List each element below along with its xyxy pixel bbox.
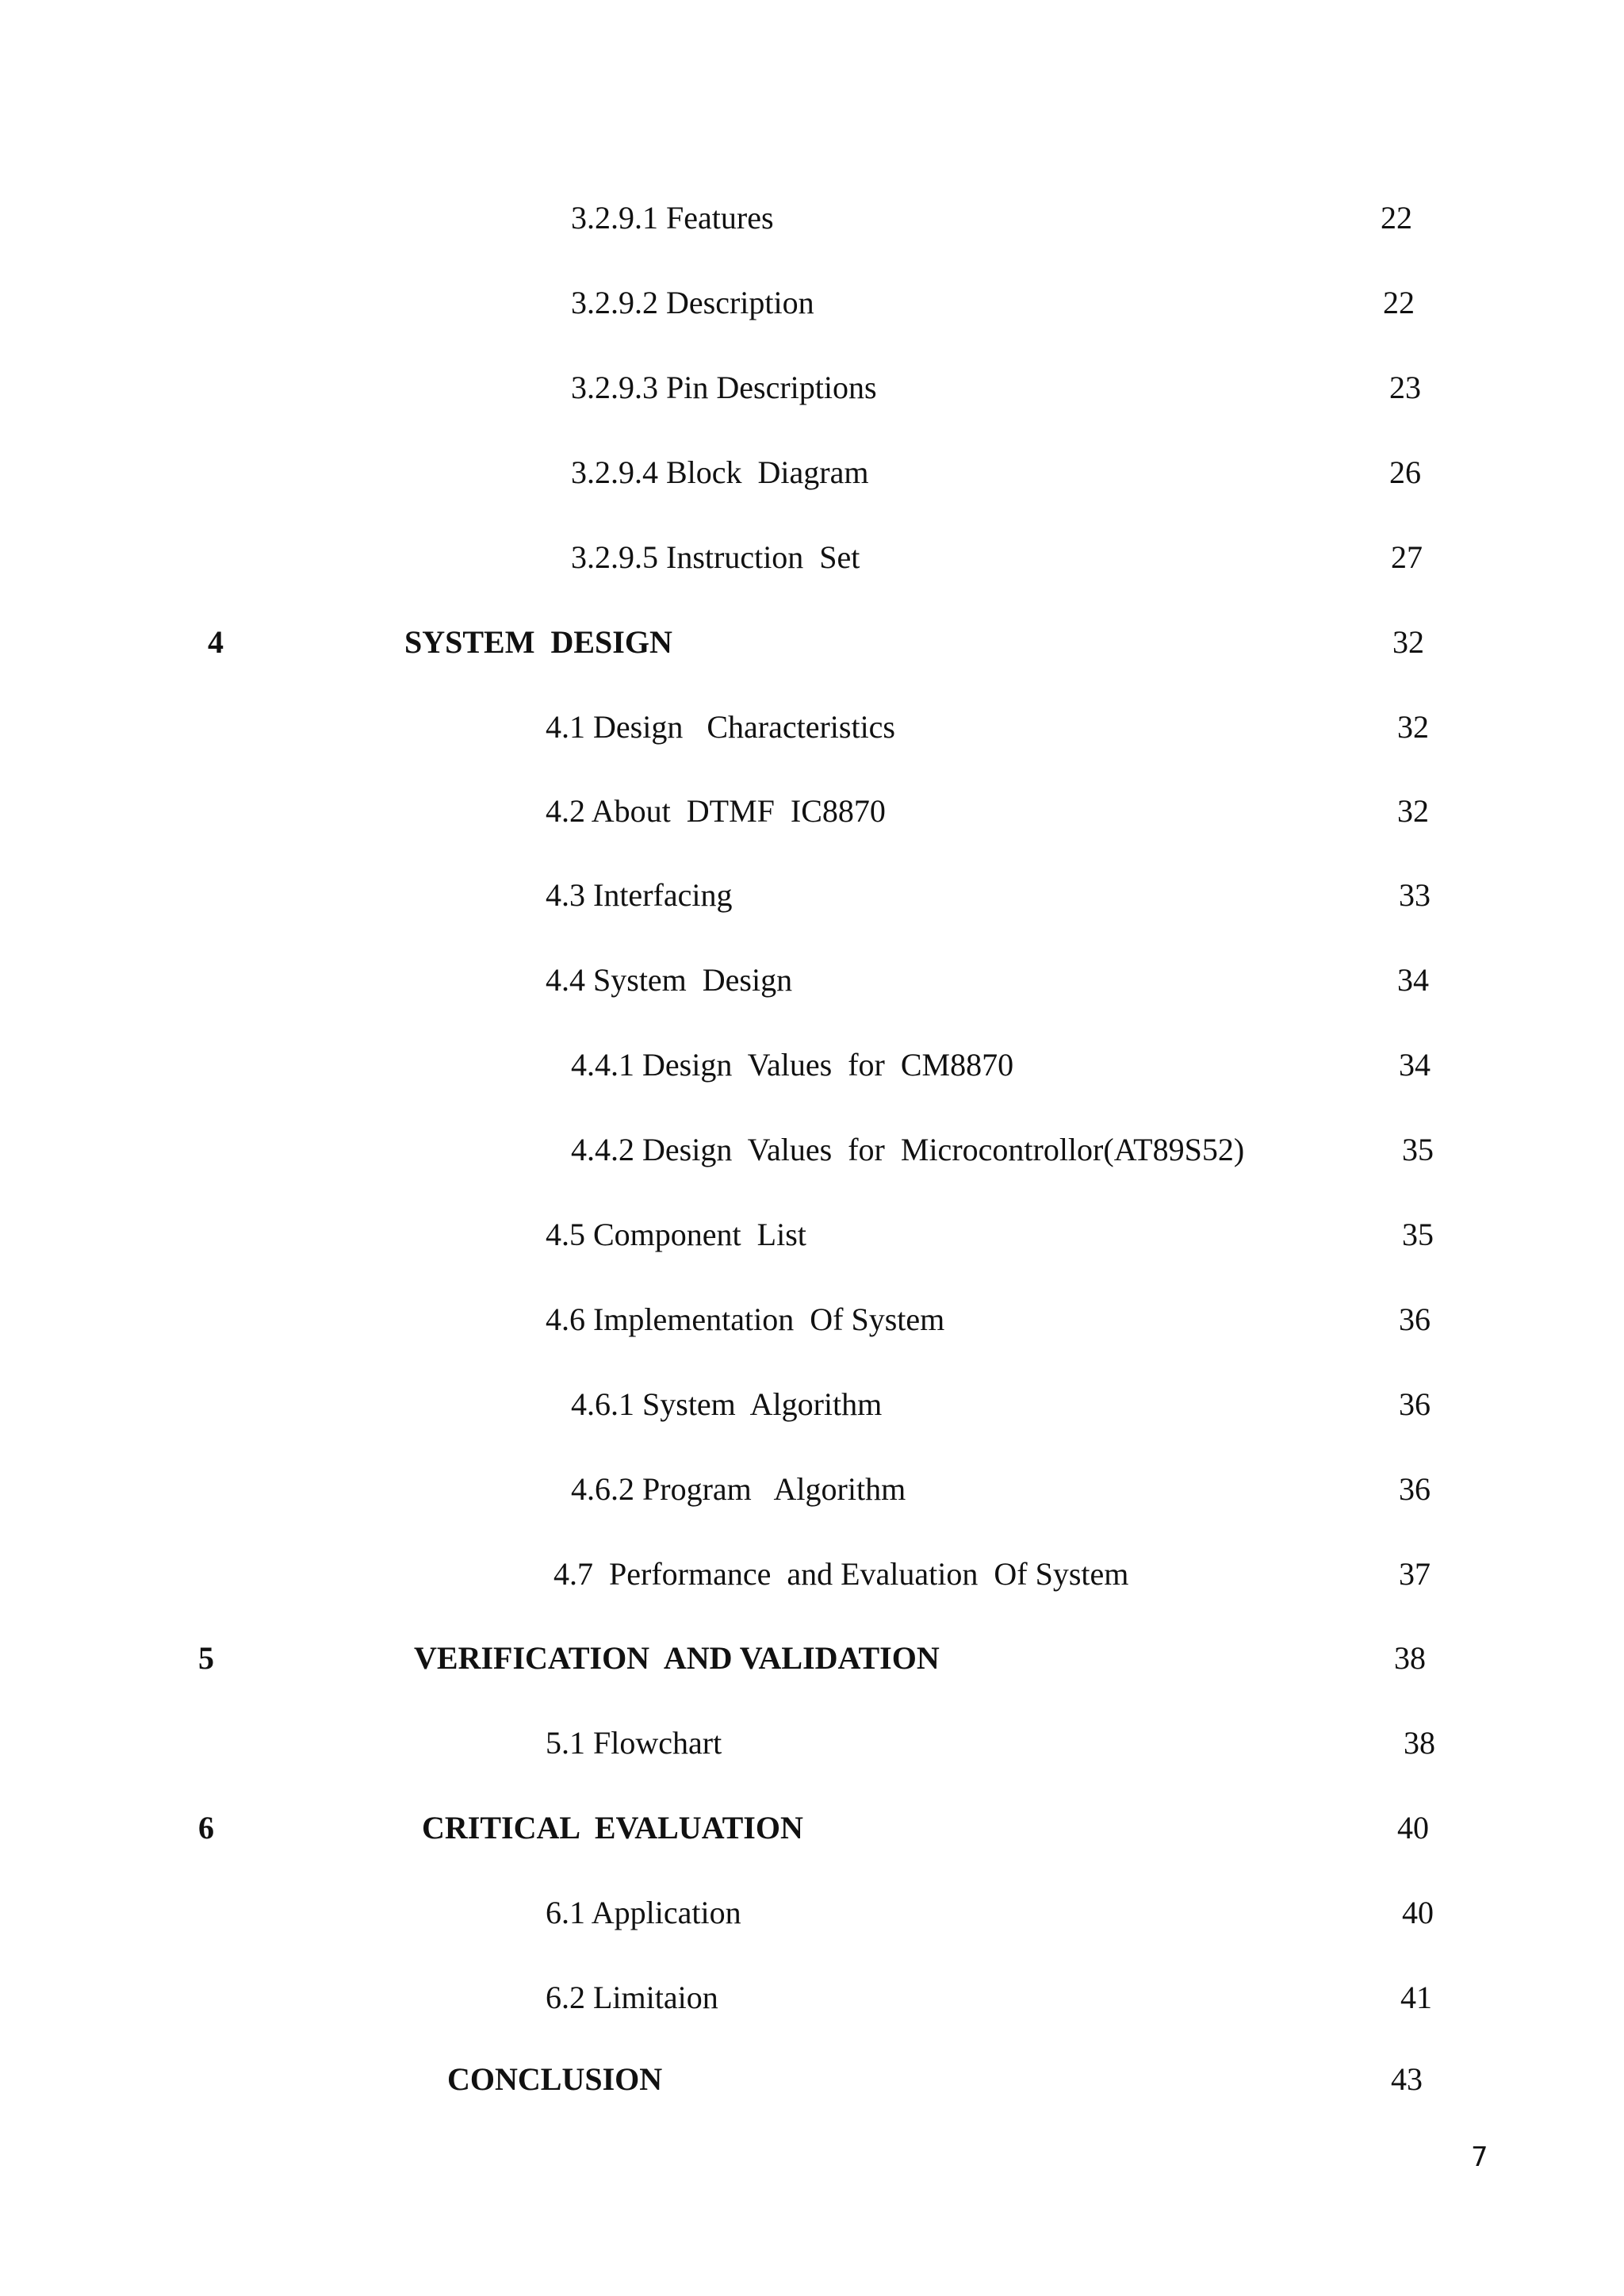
toc-entry bbox=[0, 1550, 1624, 1614]
toc-entry-page: 32 bbox=[1397, 709, 1429, 745]
toc-chapter-heading bbox=[0, 1635, 1624, 1698]
toc-entry-page: 23 bbox=[1389, 370, 1421, 405]
toc-chapter-number: 4 bbox=[208, 624, 224, 660]
toc-entry-page: 27 bbox=[1391, 539, 1423, 575]
toc-entry-page: 34 bbox=[1397, 962, 1429, 998]
toc-entry-page: 34 bbox=[1399, 1047, 1431, 1083]
toc-entry-title: 4.5 Component List bbox=[546, 1217, 806, 1252]
page-number: 7 bbox=[1471, 2141, 1488, 2173]
toc-entry-title: 4.4.1 Design Values for CM8870 bbox=[571, 1047, 1014, 1083]
toc-entry-title: 4.1 Design Characteristics bbox=[546, 709, 895, 745]
toc-entry-title: 4.4 System Design bbox=[546, 962, 793, 998]
toc-entry-page: 40 bbox=[1397, 1810, 1429, 1846]
toc-entry-page: 38 bbox=[1394, 1640, 1426, 1676]
toc-entry bbox=[0, 534, 1624, 597]
toc-entry-page: 38 bbox=[1404, 1725, 1435, 1761]
toc-entry-title: 3.2.9.1 Features bbox=[571, 200, 774, 236]
toc-entry-page: 32 bbox=[1397, 793, 1429, 829]
toc-chapter-heading bbox=[0, 1804, 1624, 1868]
toc-entry-page: 36 bbox=[1399, 1471, 1431, 1507]
toc-entry bbox=[0, 194, 1624, 258]
toc-chapter-number: 5 bbox=[198, 1640, 214, 1676]
toc-entry-title: 4.6.2 Program Algorithm bbox=[571, 1471, 906, 1507]
toc-entry bbox=[0, 872, 1624, 935]
toc-entry-title: CRITICAL EVALUATION bbox=[422, 1810, 803, 1846]
toc-entry bbox=[0, 1466, 1624, 1529]
toc-entry-page: 40 bbox=[1402, 1895, 1434, 1930]
toc-chapter-heading bbox=[0, 2056, 1624, 2119]
toc-entry-page: 32 bbox=[1392, 624, 1424, 660]
toc-entry-title: 3.2.9.2 Description bbox=[571, 285, 814, 320]
toc-chapter-number: 6 bbox=[198, 1810, 214, 1846]
toc-entry bbox=[0, 449, 1624, 512]
toc-entry-title: 3.2.9.4 Block Diagram bbox=[571, 454, 869, 490]
toc-entry bbox=[0, 1041, 1624, 1105]
toc-entry bbox=[0, 703, 1624, 767]
toc-entry-page: 22 bbox=[1381, 200, 1412, 236]
toc-entry bbox=[0, 1974, 1624, 2037]
toc-entry bbox=[0, 1126, 1624, 1190]
toc-entry-title: 6.2 Limitaion bbox=[546, 1980, 718, 2015]
toc-entry-title: 6.1 Application bbox=[546, 1895, 741, 1930]
toc-entry bbox=[0, 1211, 1624, 1274]
toc-entry-page: 37 bbox=[1399, 1556, 1431, 1592]
toc-entry-title: 4.7 Performance and Evaluation Of System bbox=[553, 1556, 1129, 1592]
toc-entry bbox=[0, 1381, 1624, 1444]
toc-entry bbox=[0, 788, 1624, 851]
toc-entry-title: VERIFICATION AND VALIDATION bbox=[414, 1640, 940, 1676]
toc-entry-title: 3.2.9.3 Pin Descriptions bbox=[571, 370, 877, 405]
toc-entry bbox=[0, 1719, 1624, 1783]
toc-entry-title: CONCLUSION bbox=[447, 2061, 663, 2097]
toc-entry-page: 22 bbox=[1383, 285, 1415, 320]
toc-entry-page: 36 bbox=[1399, 1386, 1431, 1422]
toc-entry-title: SYSTEM DESIGN bbox=[404, 624, 672, 660]
toc-entry-title: 4.4.2 Design Values for Microcontrollor(AT89S52) bbox=[571, 1132, 1245, 1167]
toc-entry bbox=[0, 364, 1624, 427]
toc-entry bbox=[0, 1296, 1624, 1359]
toc-entry-title: 4.3 Interfacing bbox=[546, 877, 733, 913]
toc-entry-page: 35 bbox=[1402, 1217, 1434, 1252]
toc-entry bbox=[0, 956, 1624, 1020]
toc-entry-page: 43 bbox=[1391, 2061, 1423, 2097]
toc-entry-title: 4.6.1 System Algorithm bbox=[571, 1386, 883, 1422]
toc-entry-title: 4.6 Implementation Of System bbox=[546, 1301, 945, 1337]
toc-entry bbox=[0, 279, 1624, 343]
toc-entry-page: 26 bbox=[1389, 454, 1421, 490]
toc-entry-title: 5.1 Flowchart bbox=[546, 1725, 722, 1761]
toc-entry-page: 41 bbox=[1400, 1980, 1432, 2015]
toc-entry-page: 36 bbox=[1399, 1301, 1431, 1337]
toc-entry-page: 35 bbox=[1402, 1132, 1434, 1167]
toc-entry bbox=[0, 1889, 1624, 1953]
toc-chapter-heading bbox=[0, 619, 1624, 682]
toc-entry-title: 3.2.9.5 Instruction Set bbox=[571, 539, 860, 575]
toc-entry-page: 33 bbox=[1399, 877, 1431, 913]
toc-entry-title: 4.2 About DTMF IC8870 bbox=[546, 793, 886, 829]
